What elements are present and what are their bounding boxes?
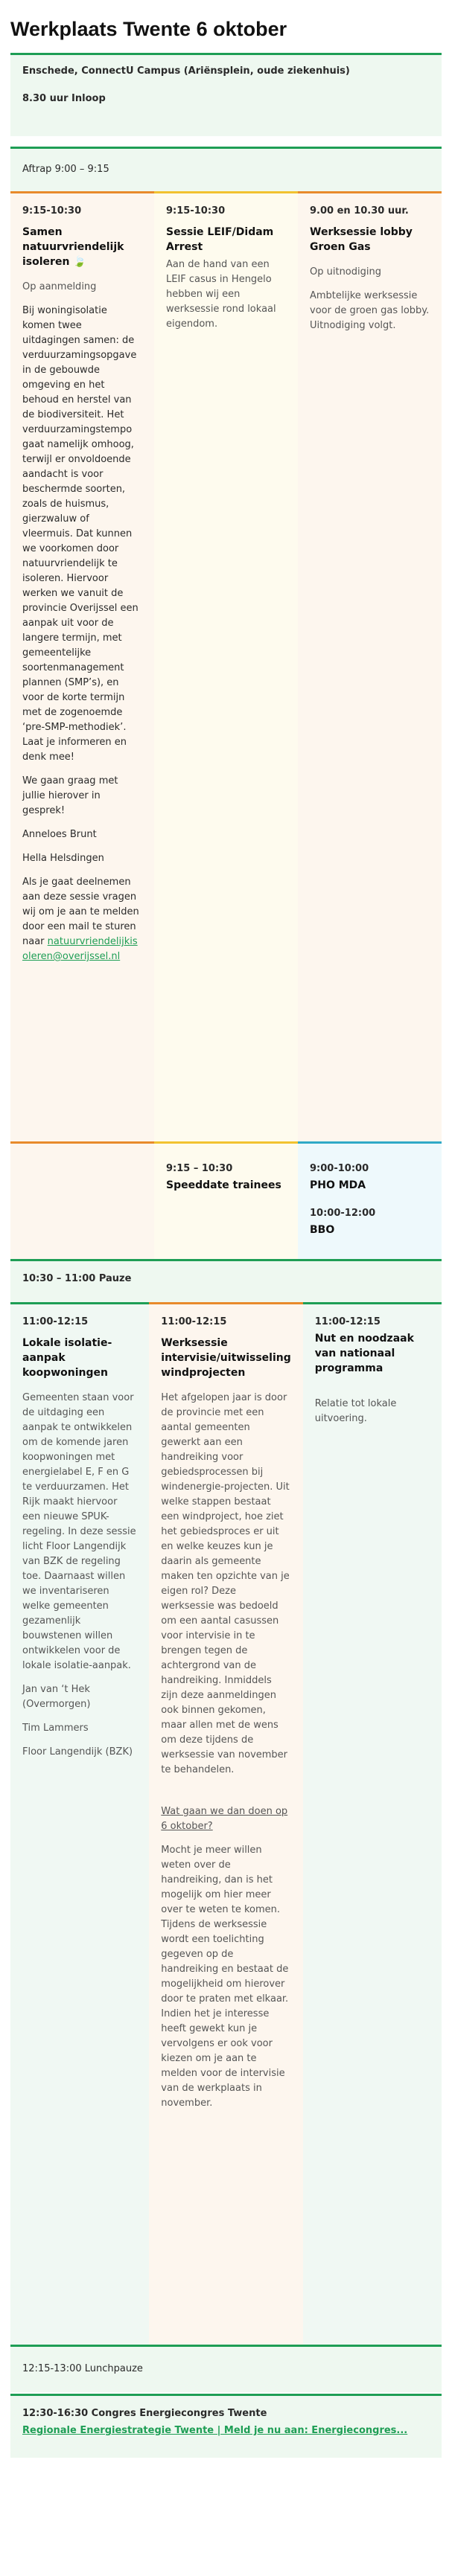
person-name: Floor Langendijk (BZK) <box>22 1746 133 1758</box>
session-groen-gas <box>298 191 442 1141</box>
session-leif <box>154 191 298 1141</box>
signup-label: Als je gaat deelnemen aan deze sessie vragen wij om je aan te melden door een mail te sturen naar <box>22 877 139 947</box>
session-time: 9:15 – 10:30 <box>166 1163 233 1174</box>
congres-title: 12:30-16:30 Congres Energiecongres Twente <box>22 2408 267 2419</box>
session-question: Wat gaan we dan doen op 6 oktober? <box>161 1806 288 1832</box>
page-title: Werkplaats Twente 6 oktober <box>10 18 287 40</box>
session-isolatie <box>10 1302 149 2345</box>
pauze-band <box>10 1259 442 1302</box>
session-time: 11:00-12:15 <box>22 1316 89 1327</box>
session-text: Gemeenten staan voor de uitdaging een aanpak te ontwikkelen om de komende jaren koopwoningen met energielabel E, F en G te verduurzamen. Het Rijk maakt hiervoor een nieuwe SPUK-regeling. In deze sessie licht Floor Langendijk van BZK de regeling toe. Daarnaast willen we inventariseren welke gemeenten gezamenlijk bouwstenen willen ontwikkelen voor de lokale isolatie-aanpak. <box>22 1392 136 1671</box>
signup-text <box>22 875 142 964</box>
lunch-band <box>10 2345 442 2392</box>
session-text: Aan de hand van een LEIF casus in Hengelo hebben wij een werksessie rond lokaal eigendom. <box>166 259 276 330</box>
session-title: PHO MDA <box>310 1179 366 1191</box>
congres-band <box>10 2394 442 2458</box>
session-text: Bij woningisolatie komen twee uitdagingen samen: de verduurzamingsopgave in de gebouwde omgeving en het behoud en herstel van de biodiversiteit. Het verduurzamingstempo gaat namelijk omhoog, terwijl er onvoldoende aandacht is voor beschermde soorten, zoals de huismus, gierzwaluw of vleermuis. Dat kunnen we voorkomen door natuurvriendelijk te isoleren. Hiervoor werken we vanuit de provincie Overijssel een aanpak uit voor de langere termijn, met gemeentelijke soortenmanagement plannen (SMP’s), en voor de korte termijn met de zogenoemde ‘pre-SMP-methodiek’. Laat je informeren en denk mee! <box>22 305 139 763</box>
person-name: Tim Lammers <box>22 1723 89 1734</box>
lunch-text: 12:15-13:00 Lunchpauze <box>22 2363 143 2374</box>
email-link[interactable]: natuurvriendelijkisoleren@overijssel.nl <box>22 936 138 962</box>
block-1 <box>10 191 442 1141</box>
session-time: 9:15-10:30 <box>22 205 82 217</box>
session-time: 9:00-10:00 <box>310 1163 369 1174</box>
page <box>10 18 442 2458</box>
session-time: 9.00 en 10.30 uur. <box>310 205 409 217</box>
session-title: Werksessie lobby Groen Gas <box>310 226 413 253</box>
session-time: 9:15-10:30 <box>166 205 226 217</box>
block-3 <box>10 1302 442 2345</box>
inloop-text: 8.30 uur Inloop <box>22 93 106 104</box>
session-title: Lokale isolatie-aanpak koopwoningen <box>22 1337 112 1379</box>
block-2 <box>10 1141 442 1259</box>
session-title: Werksessie intervisie/uitwisseling windprojecten <box>161 1337 291 1379</box>
person-name: Jan van ‘t Hek (Overmorgen) <box>22 1684 91 1710</box>
session-time: 10:00-12:00 <box>310 1208 376 1219</box>
session-answer: Mocht je meer willen weten over de handreiking, dan is het mogelijk om hier meer over te weten te komen. Tijdens de werksessie wordt een toelichting gegeven op de handreiking en bestaat de mogelijkheid om hierover door te praten met elkaar. Indien het je interesse heeft gewekt kun je vervolgens er ook voor kiezen om je aan te melden voor de intervisie van de werkplaats in november. <box>161 1845 289 2109</box>
session-wind <box>149 1302 302 2345</box>
session-title: Speeddate trainees <box>166 1179 281 1191</box>
intro-band <box>10 53 442 136</box>
congres-link[interactable]: Regionale Energiestrategie Twente | Meld je nu aan: Energiecongres... <box>22 2425 408 2436</box>
session-time: 11:00-12:15 <box>314 1316 381 1327</box>
location-text: Enschede, ConnectU Campus (Ariënsplein, oude ziekenhuis) <box>22 65 350 77</box>
session-title: Samen natuurvriendelijk isoleren 🍃 <box>22 226 124 268</box>
aftrap-band <box>10 147 442 191</box>
session-title: Sessie LEIF/Didam Arrest <box>166 226 274 253</box>
session-text: Relatie tot lokale uitvoering. <box>314 1398 397 1424</box>
session-title: BBO <box>310 1224 335 1236</box>
session-text: Het afgelopen jaar is door de provincie met een aantal gemeenten gewerkt aan een handreiking voor gebiedsprocessen bij windenergie-projecten. Uit welke stappen bestaat een windproject, hoe ziet het gebiedsproces er uit en welke keuzes kun je daarin als gemeente maken ten opzichte van je eigen rol? Deze werksessie was bedoeld om een aantal casussen voor intervisie in te brengen tegen de achtergrond van de handreiking. Inmiddels zijn deze aanmeldingen ook binnen gekomen, maar allen met de wens om deze tijdens de werksessie van november te behandelen. <box>161 1392 290 1775</box>
session-time: 11:00-12:15 <box>161 1316 227 1327</box>
session-natuurvriendelijk <box>10 191 154 1141</box>
session-pho <box>298 1141 442 1259</box>
session-title: Nut en noodzaak van nationaal programma <box>314 1333 414 1374</box>
aftrap-text: Aftrap 9:00 – 9:15 <box>22 164 109 175</box>
person-name: Anneloes Brunt <box>22 829 97 840</box>
session-invite: We gaan graag met jullie hierover in gesprek! <box>22 775 118 816</box>
pauze-text: 10:30 – 11:00 Pauze <box>22 1273 132 1284</box>
session-text: Ambtelijke werksessie voor de groen gas lobby. Uitnodiging volgt. <box>310 290 430 331</box>
session-nationaal <box>303 1302 442 2345</box>
session-speeddate <box>154 1141 298 1259</box>
session-sub: Op uitnodiging <box>310 266 381 278</box>
session-sub: Op aanmelding <box>22 281 97 292</box>
person-name: Hella Helsdingen <box>22 853 104 864</box>
session-empty <box>10 1141 154 1259</box>
